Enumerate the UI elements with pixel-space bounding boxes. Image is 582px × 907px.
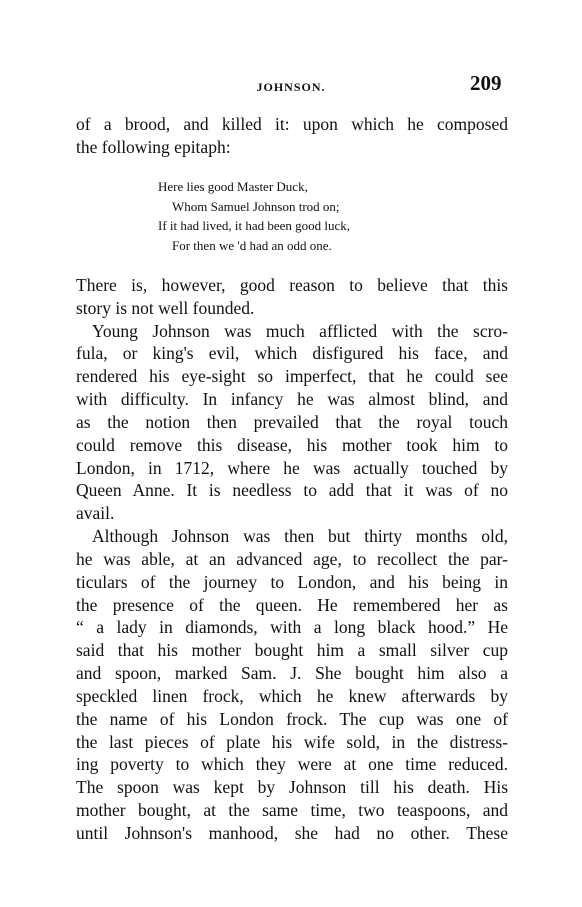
text-line: said that his mother bought him a small silver cup (76, 640, 508, 660)
text-line: as the notion then prevailed that the royal touch (76, 412, 508, 432)
text-line: “ a lady in diamonds, with a long black hood.” He (76, 617, 508, 637)
text-line: the last pieces of plate his wife sold, in the distress- (76, 732, 508, 752)
epitaph-line: If it had lived, it had been good luck, (158, 218, 351, 233)
text-line: with difficulty. In infancy he was almost blind, and (76, 389, 508, 409)
page-number: 209 (470, 71, 502, 95)
text-line: Young Johnson was much afflicted with the scro- (92, 321, 508, 341)
text-line: could remove this disease, his mother took him to (76, 435, 508, 455)
epitaph-line: Whom Samuel Johnson trod on; (172, 199, 340, 214)
text-line: London, in 1712, where he was actually touched by (76, 458, 508, 478)
text-line: fula, or king's evil, which disfigured his face, and (76, 343, 508, 363)
text-line: the following epitaph: (76, 137, 231, 157)
text-line: of a brood, and killed it: upon which he composed (76, 114, 508, 134)
text-line: the presence of the queen. He remembered her as (76, 595, 508, 615)
text-line: Queen Anne. It is needless to add that it was of no (76, 480, 508, 500)
text-line: rendered his eye-sight so imperfect, that he could see (76, 366, 508, 386)
epitaph-line: For then we 'd had an odd one. (172, 238, 332, 253)
running-title: JOHNSON. (256, 80, 326, 94)
text-line: There is, however, good reason to believe that this (76, 275, 508, 295)
text-line: he was able, at an advanced age, to recollect the par- (76, 549, 508, 569)
text-line: Although Johnson was then but thirty months old, (92, 526, 508, 546)
text-line: mother bought, at the same time, two teaspoons, and (76, 800, 508, 820)
text-line: the name of his London frock. The cup was one of (76, 709, 508, 729)
epitaph-line: Here lies good Master Duck, (158, 179, 308, 194)
text-line: ticulars of the journey to London, and his being in (76, 572, 508, 592)
text-line: avail. (76, 503, 115, 523)
text-line: story is not well founded. (76, 298, 255, 318)
text-line: and spoon, marked Sam. J. She bought him also a (76, 663, 508, 683)
text-line: until Johnson's manhood, she had no other. These (76, 823, 508, 843)
text-line: The spoon was kept by Johnson till his death. His (76, 777, 508, 797)
text-line: speckled linen frock, which he knew afterwards by (76, 686, 508, 706)
text-line: ing poverty to which they were at one time reduced. (76, 754, 508, 774)
